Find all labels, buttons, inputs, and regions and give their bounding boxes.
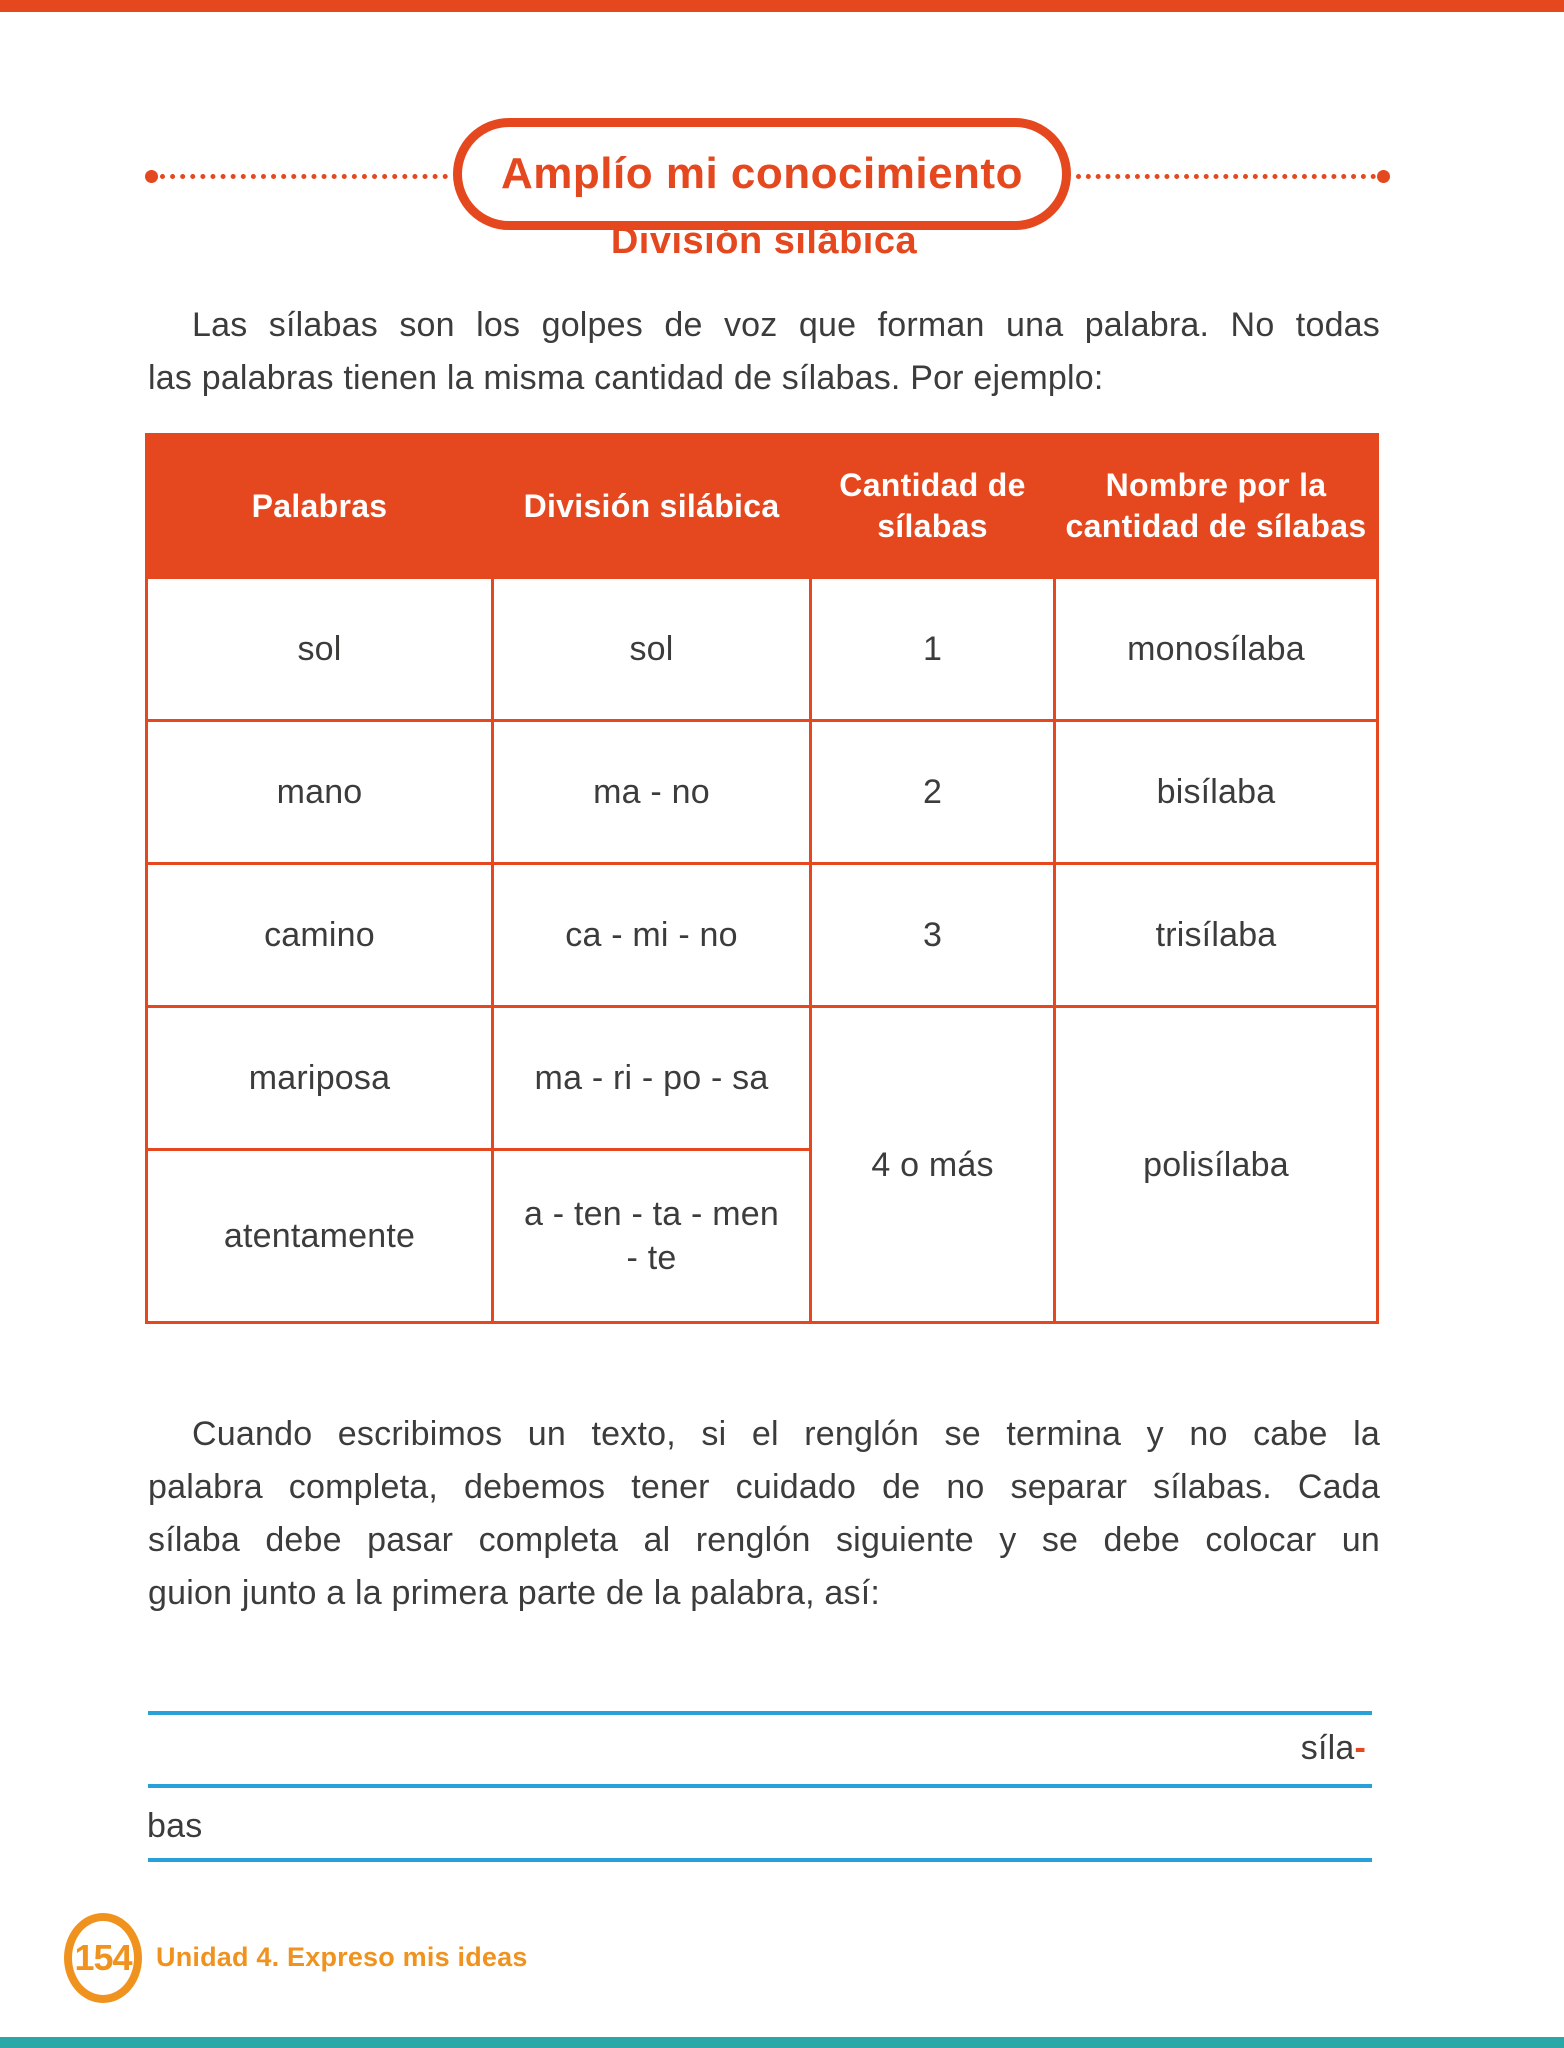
fragment-text: síla: [1300, 1729, 1355, 1767]
page-subtitle: División silábica: [610, 220, 918, 262]
intro-line-1: Las sílabas son los golpes de voz que forman una palabra. No todas: [192, 306, 1380, 344]
word-fragment-bottom: bas: [147, 1807, 203, 1845]
cell-cantidad: 2: [811, 721, 1055, 864]
section-badge-title: Amplío mi conocimiento: [501, 149, 1023, 198]
division-wrap-line-1: a - ten - ta - men: [524, 1195, 779, 1233]
division-wrap-line-2: - te: [626, 1239, 677, 1277]
cell-division: sol: [493, 578, 811, 721]
dotted-rule-right: [1076, 174, 1376, 179]
page-number-badge: [64, 1913, 142, 2003]
table-header-row: [147, 435, 1378, 578]
word-fragment-top: [148, 1722, 1366, 1775]
writing-line-1: [148, 1711, 1372, 1715]
cell-division: ma - ri - po - sa: [493, 1007, 811, 1150]
section-badge: [453, 118, 1071, 230]
table-row: [147, 864, 1378, 1007]
cell-nombre-merged: polisílaba: [1055, 1007, 1378, 1323]
explanation-line-1: Cuando escribimos un texto, si el renglón se termina y no cabe la: [192, 1415, 1380, 1453]
line-break-hyphen: -: [1354, 1729, 1366, 1767]
explanation-line-3: sílaba debe pasar completa al renglón siguiente y se debe colocar un: [148, 1521, 1380, 1559]
unit-footer-label: Unidad 4. Expreso mis ideas: [156, 1942, 528, 1972]
intro-paragraph: [148, 299, 1380, 405]
cell-cantidad: 1: [811, 578, 1055, 721]
explanation-line-2: palabra completa, debemos tener cuidado de no separar sílabas. Cada: [148, 1468, 1380, 1506]
cell-palabra: atentamente: [147, 1150, 493, 1323]
syllable-table: [145, 433, 1379, 1324]
col-header-cantidad: Cantidad de sílabas: [811, 435, 1055, 578]
writing-line-3: [148, 1858, 1372, 1862]
table-row: [147, 721, 1378, 864]
table-row: [147, 578, 1378, 721]
top-edge-bar: [0, 0, 1564, 12]
cell-division: ma - no: [493, 721, 811, 864]
dotted-rule-left: [160, 174, 448, 179]
col-header-division: División silábica: [493, 435, 811, 578]
explanation-paragraph: [148, 1408, 1380, 1620]
cell-division: [493, 1150, 811, 1323]
cell-palabra: sol: [147, 578, 493, 721]
explanation-line-4: guion junto a la primera parte de la palabra, así:: [148, 1574, 881, 1612]
bottom-edge-bar: [0, 2037, 1564, 2048]
cell-division: ca - mi - no: [493, 864, 811, 1007]
col-header-palabras: Palabras: [147, 435, 493, 578]
intro-line-2: las palabras tienen la misma cantidad de sílabas. Por ejemplo:: [148, 359, 1104, 397]
cell-cantidad: 3: [811, 864, 1055, 1007]
cell-nombre: monosílaba: [1055, 578, 1378, 721]
rule-end-dot-right: [1377, 170, 1390, 183]
cell-palabra: camino: [147, 864, 493, 1007]
table-row: [147, 1007, 1378, 1150]
page-number: 154: [74, 1937, 132, 1978]
cell-palabra: mariposa: [147, 1007, 493, 1150]
cell-cantidad-merged: 4 o más: [811, 1007, 1055, 1323]
cell-nombre: bisílaba: [1055, 721, 1378, 864]
col-header-nombre: Nombre por la cantidad de sílabas: [1055, 435, 1378, 578]
cell-nombre: trisílaba: [1055, 864, 1378, 1007]
rule-end-dot-left: [145, 170, 158, 183]
cell-palabra: mano: [147, 721, 493, 864]
writing-line-2: [148, 1784, 1372, 1788]
